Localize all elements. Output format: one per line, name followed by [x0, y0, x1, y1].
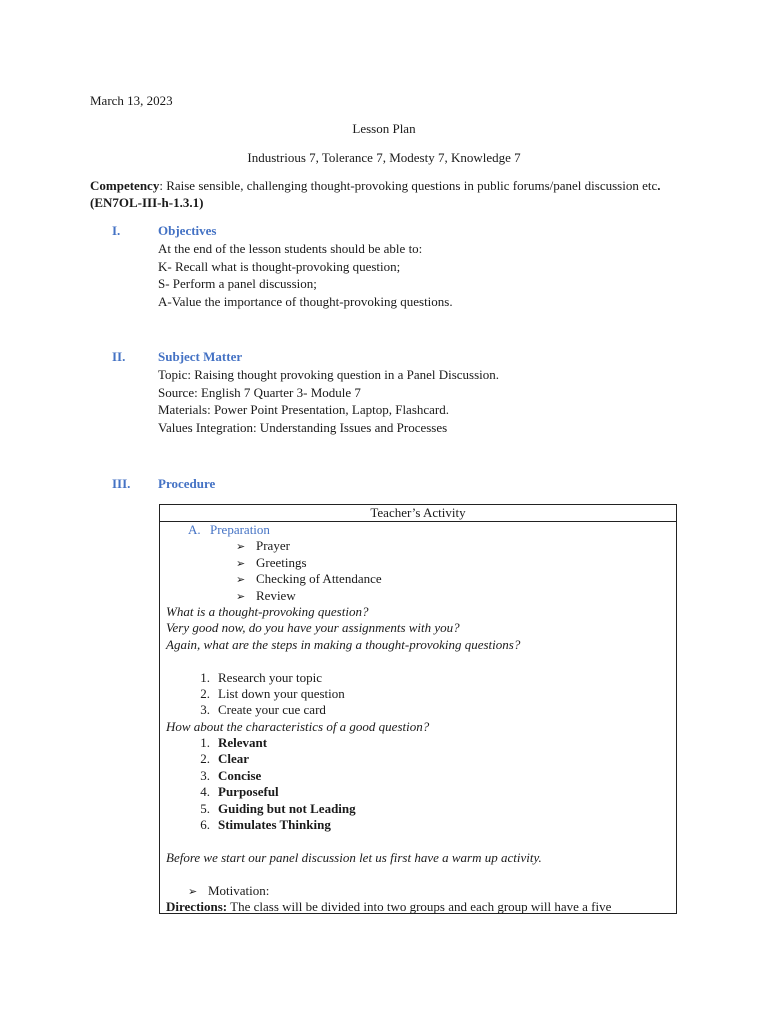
subject-line: Materials: Power Point Presentation, Laptop, Flashcard. — [158, 402, 450, 417]
list-item: ➢ Prayer — [166, 538, 676, 554]
teacher-question: What is a thought-provoking question? — [166, 603, 369, 619]
directions-line — [166, 899, 676, 914]
list-item: 6. Stimulates Thinking — [200, 817, 331, 833]
subject-line: Topic: Raising thought provoking question in a Panel Discussion. — [158, 367, 500, 382]
list-item: 2. Clear — [200, 751, 250, 767]
subject-matter-list — [158, 367, 499, 437]
warmup-line: Before we start our panel discussion let us first have a warm up activity. — [166, 849, 542, 865]
directions-label: Directions: — [166, 898, 228, 914]
objective-line: K- Recall what is thought-provoking question; — [158, 258, 401, 274]
motivation-item: ➢ Motivation: — [166, 883, 676, 899]
arrow-bullet-icon: ➢ — [188, 885, 198, 898]
lesson-date: March 13, 2023 — [90, 93, 173, 108]
procedure-table — [159, 504, 677, 914]
list-item: 1. Research your topic — [200, 669, 322, 685]
competency-code: . (EN7OL-III-h-1.3.1) — [90, 178, 661, 210]
procedure-heading — [112, 476, 215, 493]
subject-matter-number: II. — [112, 349, 126, 364]
teacher-question: Very good now, do you have your assignments with you? — [166, 620, 460, 636]
list-item: ➢ Checking of Attendance — [166, 571, 676, 587]
spacer — [166, 653, 676, 669]
list-item: ➢ Greetings — [166, 555, 676, 571]
teacher-activity-cell — [160, 522, 676, 914]
objectives-title: Objectives — [158, 223, 217, 238]
directions-text: The class will be divided into two groups and each group will have a five — [227, 898, 612, 914]
preparation-label: Preparation — [210, 522, 270, 537]
subject-line: Source: English 7 Quarter 3- Module 7 — [158, 384, 361, 400]
objective-line: At the end of the lesson students should be able to: — [158, 241, 423, 256]
list-item: 3. Create your cue card — [200, 702, 326, 718]
procedure-title: Procedure — [158, 476, 216, 491]
teacher-question: How about the characteristics of a good question? — [166, 718, 430, 734]
preparation-letter: A. — [188, 522, 201, 537]
arrow-bullet-icon: ➢ — [236, 541, 246, 554]
subject-matter-heading — [112, 349, 242, 366]
list-item: ➢ Review — [166, 588, 676, 604]
class-sections: Industrious 7, Tolerance 7, Modesty 7, Knowledge 7 — [247, 150, 521, 165]
subject-matter-title: Subject Matter — [158, 349, 243, 364]
competency-statement — [90, 178, 690, 211]
objective-line: A-Value the importance of thought-provoking questions. — [158, 293, 453, 309]
objective-line: S- Perform a panel discussion; — [158, 276, 317, 291]
list-item: 4. Purposeful — [200, 784, 279, 800]
objectives-list — [158, 241, 453, 311]
arrow-bullet-icon: ➢ — [236, 590, 246, 603]
procedure-number: III. — [112, 476, 131, 491]
competency-label: Competency — [90, 178, 160, 193]
list-item: 3. Concise — [200, 767, 262, 783]
list-item: 1. Relevant — [200, 735, 268, 751]
spacer — [166, 833, 676, 849]
table-header: Teacher’s Activity — [160, 505, 676, 522]
arrow-bullet-icon: ➢ — [236, 574, 246, 587]
objectives-heading — [112, 223, 216, 240]
subject-line: Values Integration: Understanding Issues and Processes — [158, 419, 448, 435]
document-title: Lesson Plan — [352, 121, 416, 136]
objectives-number: I. — [112, 223, 121, 238]
list-item: 2. List down your question — [200, 685, 345, 701]
preparation-heading — [166, 522, 676, 538]
competency-text: : Raise sensible, challenging thought-provoking questions in public forums/panel discussion etc — [159, 178, 658, 193]
spacer — [166, 866, 676, 882]
list-item: 5. Guiding but not Leading — [200, 800, 356, 816]
arrow-bullet-icon: ➢ — [236, 557, 246, 570]
teacher-question: Again, what are the steps in making a thought-provoking questions? — [166, 636, 521, 652]
